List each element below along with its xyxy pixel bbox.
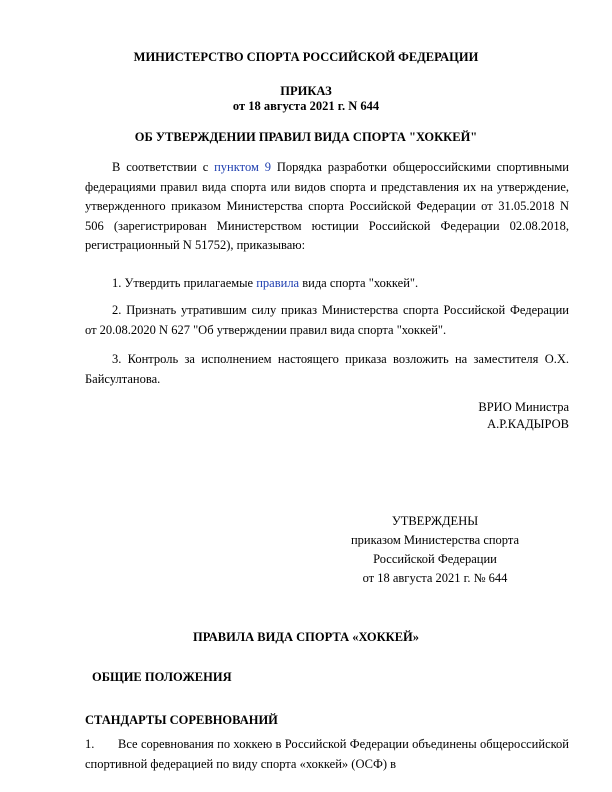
- document-date: от 18 августа 2021 г. N 644: [232, 99, 380, 113]
- rules-link[interactable]: правила: [256, 276, 300, 290]
- approval-line-1: УТВЕРЖДЕНЫ: [391, 514, 479, 528]
- signature-position: ВРИО Министра: [478, 400, 569, 414]
- preamble-text-end: Порядка разработки общероссийскими спортивными федерациями правил вида спорта или видов спорта и представления их на утверждение, утвержденного приказом Министерства спорта Российской Федерации от 31.05.2018 N 506 (зарегистрирован Министерством юстиции Российской Федерации 02.08.2018, регистрационный N 51752), приказываю:: [85, 160, 569, 252]
- approval-block: [330, 512, 540, 588]
- order-item-1-text-end: вида спорта "хоккей".: [299, 276, 419, 290]
- order-item-3: 3. Контроль за исполнением настоящего приказа возложить на заместителя О.Х. Байсултанова.: [85, 352, 569, 386]
- rules-point-1-number: 1.: [85, 737, 95, 751]
- approval-line-3: Российской Федерации: [373, 552, 497, 566]
- section-general-provisions: ОБЩИЕ ПОЛОЖЕНИЯ: [92, 670, 232, 684]
- signature-name: А.Р.КАДЫРОВ: [487, 417, 569, 431]
- rules-point-1: [85, 735, 569, 774]
- order-item-1: [112, 276, 418, 291]
- preamble-paragraph: [85, 158, 569, 256]
- section-competition-standards: СТАНДАРТЫ СОРЕВНОВАНИЙ: [85, 713, 278, 727]
- document-type: ПРИКАЗ: [280, 84, 332, 98]
- order-title: ОБ УТВЕРЖДЕНИИ ПРАВИЛ ВИДА СПОРТА "ХОККЕЙ": [134, 130, 478, 144]
- rules-title: ПРАВИЛА ВИДА СПОРТА «ХОККЕЙ»: [192, 630, 420, 644]
- approval-line-2: приказом Министерства спорта: [350, 533, 520, 547]
- order-item-2: 2. Признать утратившим силу приказ Министерства спорта Российской Федерации от 20.08.2020 N 627 "Об утверждении правил вида спорта "хоккей".: [85, 303, 569, 337]
- preamble-text-start: В соответствии с: [112, 160, 215, 174]
- rules-point-1-text: Все соревнования по хоккею в Российской Федерации объединены общероссийской спортивной федерацией по виду спорта «хоккей» (ОСФ) в: [85, 737, 569, 771]
- approval-line-4: от 18 августа 2021 г. № 644: [362, 571, 508, 585]
- order-item-1-text-start: 1. Утвердить прилагаемые: [112, 276, 257, 290]
- clause-9-link[interactable]: пунктом 9: [214, 160, 271, 174]
- ministry-heading: МИНИСТЕРСТВО СПОРТА РОССИЙСКОЙ ФЕДЕРАЦИИ: [133, 50, 479, 64]
